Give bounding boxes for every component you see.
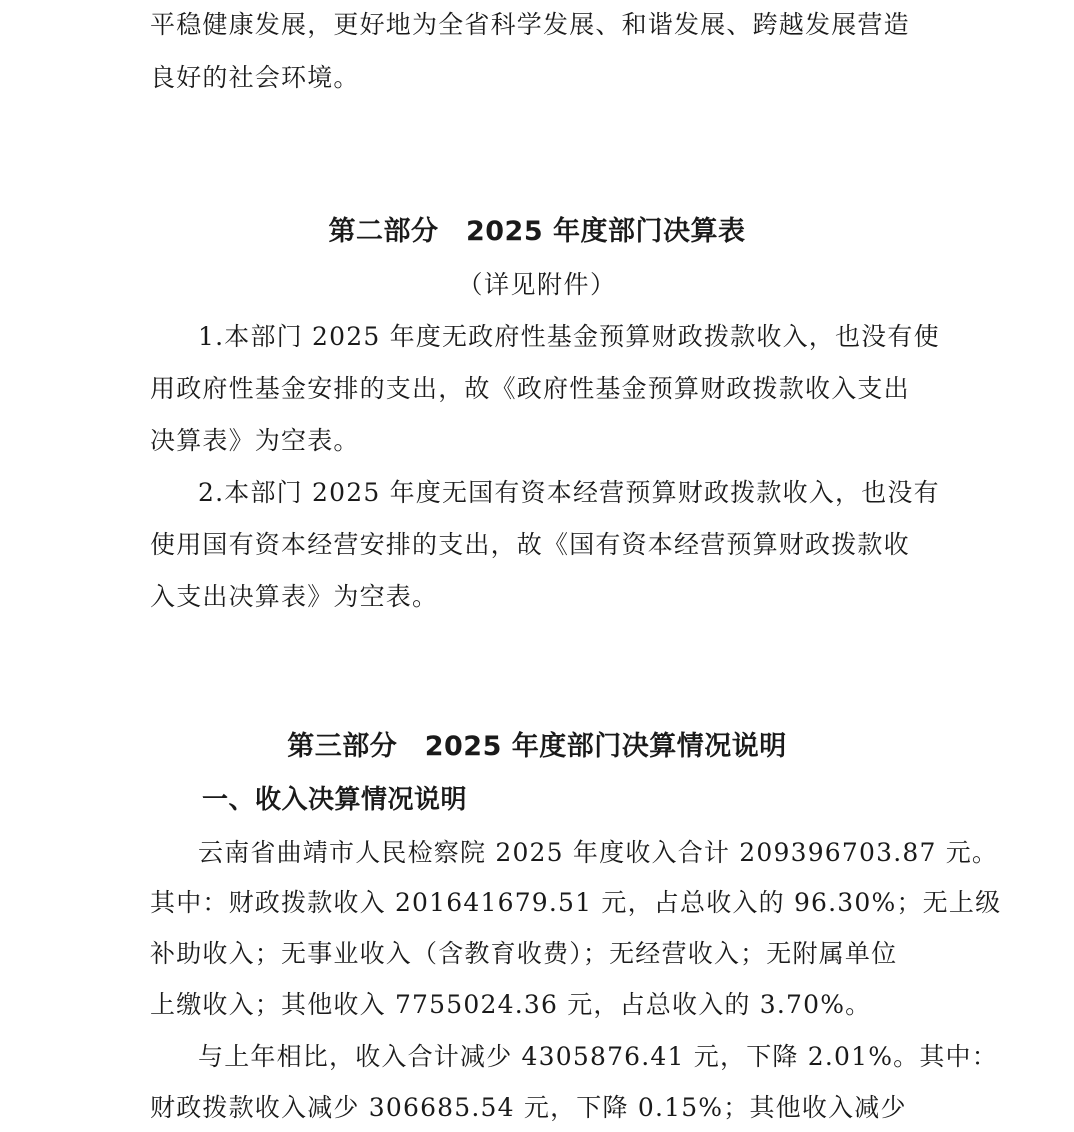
part2-note: （详见附件） bbox=[457, 270, 617, 299]
part2-item1-line-3: 决算表》为空表。 bbox=[150, 426, 360, 455]
income-para1-line-2: 其中：财政拨款收入 201641679.51 元，占总收入的 96.30%；无上级 bbox=[150, 888, 1002, 917]
part2-item2-line-2: 使用国有资本经营安排的支出，故《国有资本经营预算财政拨款收 bbox=[150, 530, 910, 559]
intro-line-2: 良好的社会环境。 bbox=[150, 63, 360, 92]
part2-item1-line-2: 用政府性基金安排的支出，故《政府性基金预算财政拨款收入支出 bbox=[150, 374, 910, 403]
income-para2-line-1: 与上年相比，收入合计减少 4305876.41 元，下降 2.01%。其中： bbox=[198, 1042, 998, 1071]
part2-item2-line-3: 入支出决算表》为空表。 bbox=[150, 582, 439, 611]
part2-item1-line-1: 1.本部门 2025 年度无政府性基金预算财政拨款收入，也没有使 bbox=[198, 322, 940, 351]
part2-item2-line-1: 2.本部门 2025 年度无国有资本经营预算财政拨款收入，也没有 bbox=[198, 478, 940, 507]
intro-line-1: 平稳健康发展，更好地为全省科学发展、和谐发展、跨越发展营造 bbox=[150, 10, 910, 39]
income-para1-line-4: 上缴收入；其他收入 7755024.36 元，占总收入的 3.70%。 bbox=[150, 990, 872, 1019]
income-para1-line-1: 云南省曲靖市人民检察院 2025 年度收入合计 209396703.87 元。 bbox=[198, 838, 999, 867]
part2-title: 第二部分 2025 年度部门决算表 bbox=[328, 216, 746, 247]
income-para1-line-3: 补助收入；无事业收入（含教育收费）；无经营收入；无附属单位 bbox=[150, 939, 898, 968]
part3-title: 第三部分 2025 年度部门决算情况说明 bbox=[287, 731, 787, 762]
income-section-title: 一、收入决算情况说明 bbox=[202, 785, 468, 815]
income-para2-line-2: 财政拨款收入减少 306685.54 元，下降 0.15%；其他收入减少 bbox=[150, 1093, 907, 1122]
